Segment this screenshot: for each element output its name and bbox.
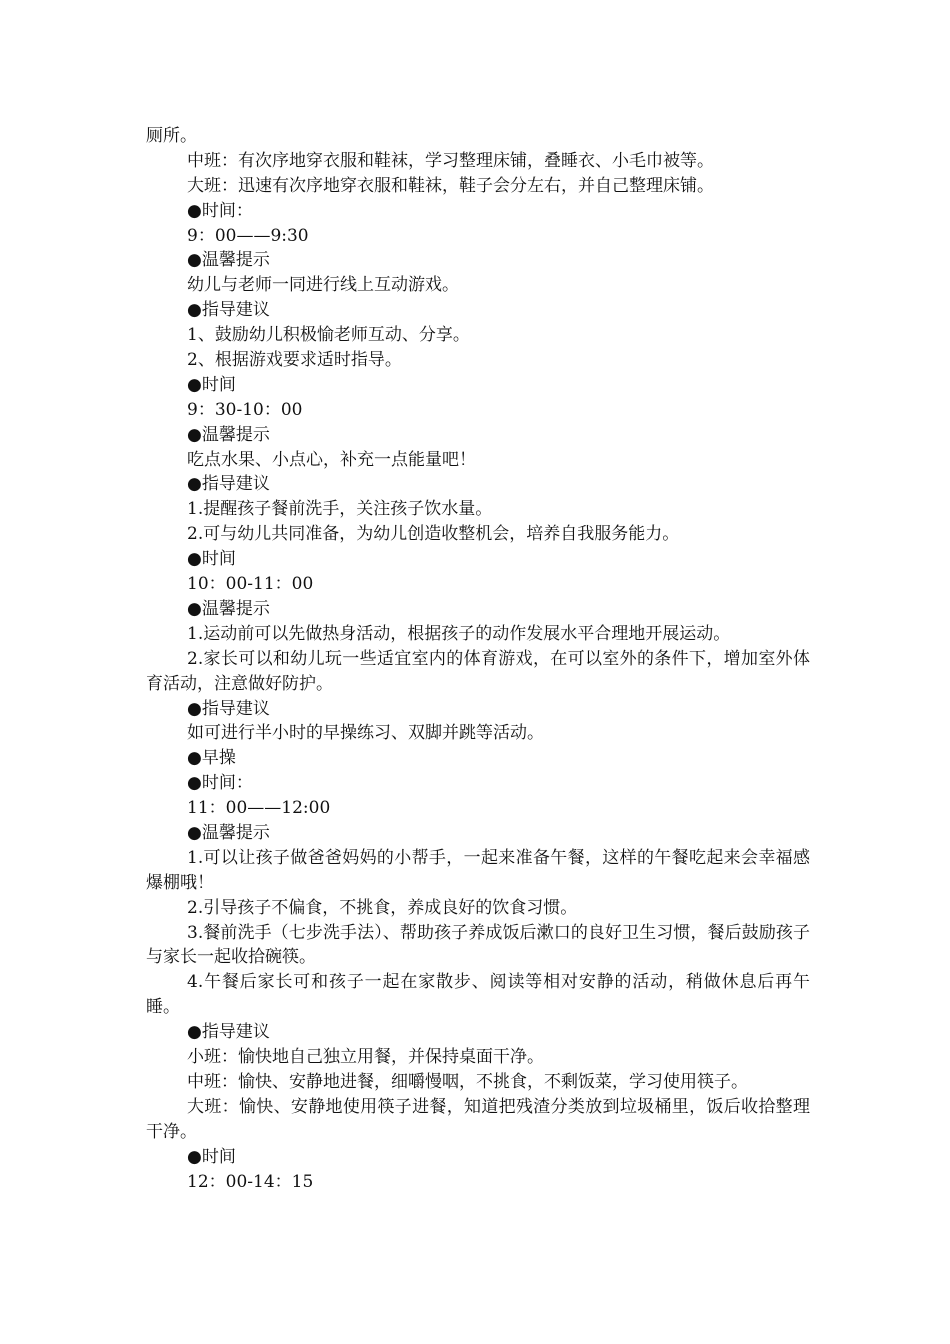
text-line: 如可进行半小时的早操练习、双脚并跳等活动。 <box>187 723 544 744</box>
text-line: 2.可与幼儿共同准备，为幼儿创造收整机会，培养自我服务能力。 <box>187 524 680 545</box>
bullet-guidance-heading: ●指导建议 <box>187 300 270 321</box>
bullet-time-heading: ●时间： <box>187 200 253 221</box>
text-line: 2.引导孩子不偏食，不挑食，养成良好的饮食习惯。 <box>187 897 578 918</box>
text-line-continuation: 厕所。 <box>146 126 197 146</box>
text-paragraph: 2.家长可以和幼儿玩一些适宜室内的体育游戏，在可以室外的条件下，增加室外体育活动，注意做好防护。 <box>146 648 810 694</box>
bullet-time-heading: ●时间 <box>187 374 236 395</box>
bullet-guidance-heading: ●指导建议 <box>187 474 270 495</box>
bullet-morning-exercise-heading: ●早操 <box>187 748 236 769</box>
bullet-time-heading: ●时间 <box>187 549 236 570</box>
text-line: 1.运动前可以先做热身活动，根据孩子的动作发展水平合理地开展运动。 <box>187 623 731 644</box>
text-line: 1、鼓励幼儿积极愉老师互动、分享。 <box>187 325 470 346</box>
text-line: 1.提醒孩子餐前洗手，关注孩子饮水量。 <box>187 499 493 520</box>
bullet-time-heading: ●时间 <box>187 1146 236 1167</box>
time-slot: 10：00-11：00 <box>187 574 314 595</box>
bullet-tips-heading: ●温馨提示 <box>187 598 270 619</box>
bullet-tips-heading: ●温馨提示 <box>187 822 270 843</box>
bullet-time-heading: ●时间： <box>187 773 253 794</box>
text-paragraph: 3.餐前洗手（七步洗手法）、帮助孩子养成饭后漱口的良好卫生习惯，餐后鼓励孩子与家长一起收拾碗筷。 <box>146 922 810 968</box>
text-line-senior-class: 大班：迅速有次序地穿衣服和鞋袜，鞋子会分左右，并自己整理床铺。 <box>187 175 714 196</box>
text-paragraph-middle-class: 中班：愉快、安静地进餐，细嚼慢咽，不挑食，不剩饭菜，学习使用筷子。 <box>187 1071 748 1092</box>
text-paragraph-senior-class: 大班：愉快、安静地使用筷子进餐，知道把残渣分类放到垃圾桶里，饭后收拾整理干净。 <box>146 1096 810 1142</box>
text-line: 幼儿与老师一同进行线上互动游戏。 <box>187 275 459 296</box>
text-paragraph: 4.午餐后家长可和孩子一起在家散步、阅读等相对安静的活动，稍做休息后再午睡。 <box>146 972 810 1018</box>
text-line: 吃点水果、小点心，补充一点能量吧！ <box>187 449 476 470</box>
time-slot: 9：00——9:30 <box>187 225 309 246</box>
bullet-tips-heading: ●温馨提示 <box>187 250 270 271</box>
document-body <box>146 124 810 1194</box>
time-slot: 9：30-10：00 <box>187 399 303 420</box>
bullet-tips-heading: ●温馨提示 <box>187 424 270 445</box>
text-line-junior-class: 小班：愉快地自己独立用餐，并保持桌面干净。 <box>187 1047 544 1068</box>
time-slot: 11：00——12:00 <box>187 798 331 819</box>
bullet-guidance-heading: ●指导建议 <box>187 698 270 719</box>
time-slot: 12：00-14：15 <box>187 1171 314 1192</box>
text-line-middle-class: 中班：有次序地穿衣服和鞋袜，学习整理床铺，叠睡衣、小毛巾被等。 <box>187 150 714 171</box>
bullet-guidance-heading: ●指导建议 <box>187 1022 270 1043</box>
text-line: 2、根据游戏要求适时指导。 <box>187 350 402 371</box>
text-paragraph: 1.可以让孩子做爸爸妈妈的小帮手，一起来准备午餐，这样的午餐吃起来会幸福感爆棚哦！ <box>146 847 810 893</box>
